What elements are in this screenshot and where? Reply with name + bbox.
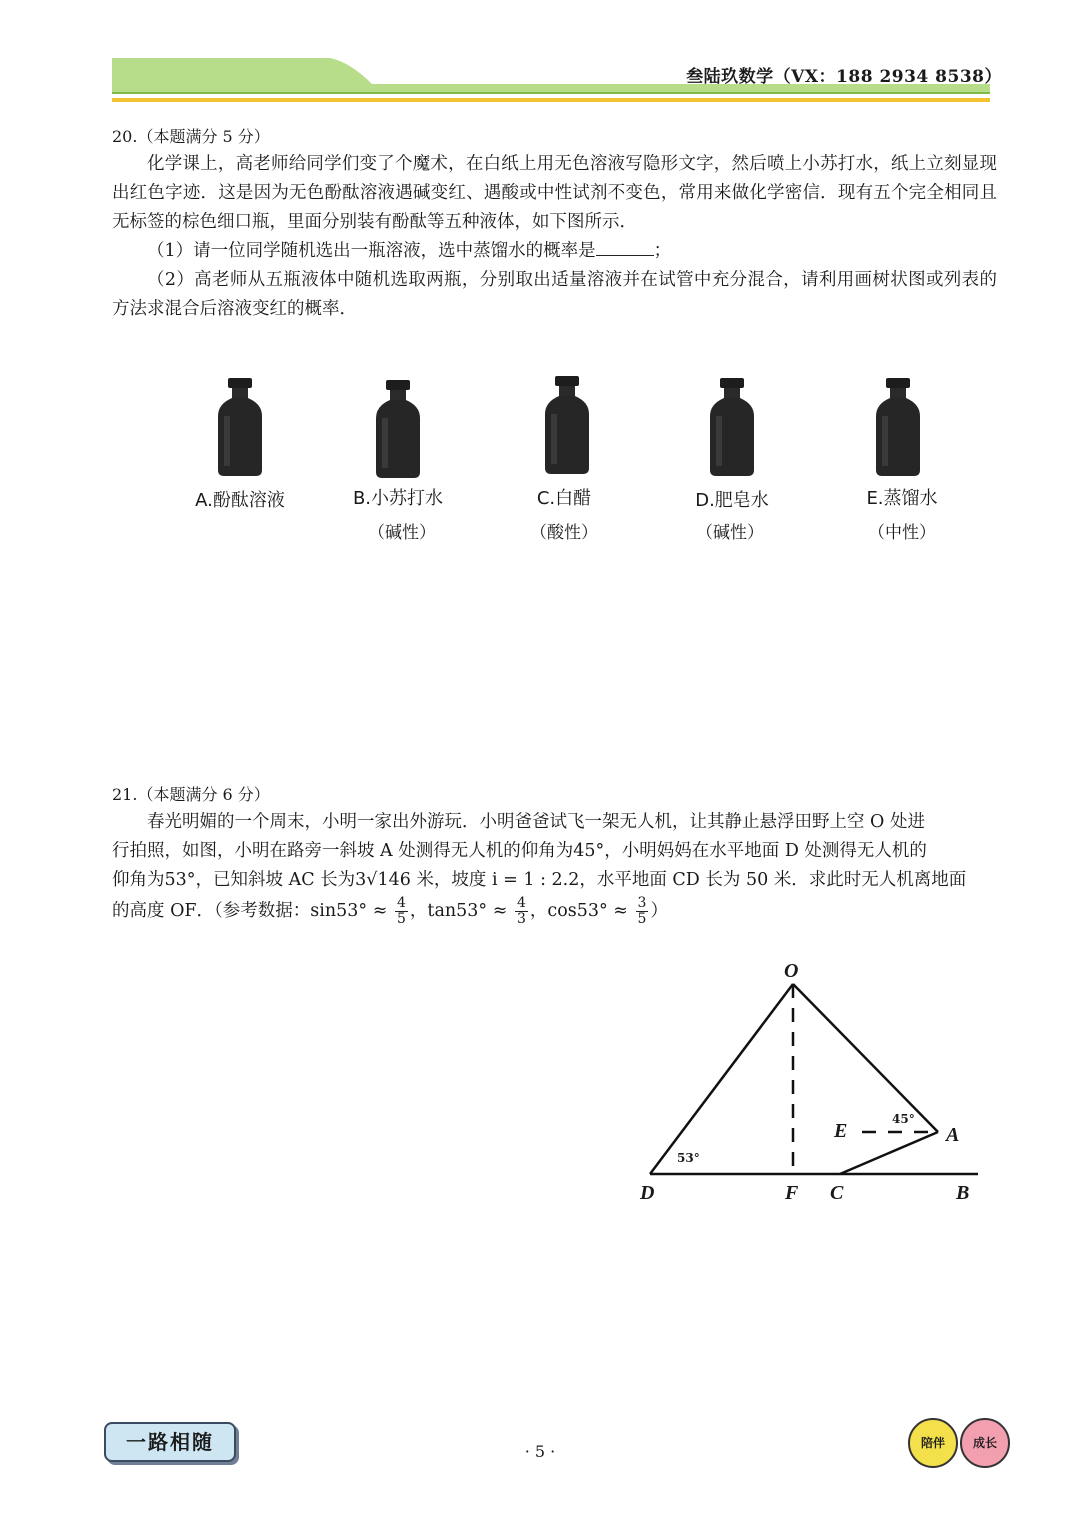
- footer-circle-grow: 成长: [960, 1418, 1010, 1468]
- bottle-b-icon: [376, 380, 420, 478]
- angle-a-label: 45°: [892, 1112, 915, 1126]
- header-banner: [0, 0, 1080, 110]
- q20-part1: [112, 237, 997, 266]
- sin-denominator: 5: [396, 911, 406, 927]
- bottle-e-sub: （中性）: [868, 523, 936, 543]
- cos-numerator: 3: [637, 895, 647, 911]
- point-f-label: F: [785, 1182, 799, 1204]
- point-a-label: A: [946, 1124, 960, 1146]
- tan-fraction: [515, 896, 528, 927]
- point-c-label: C: [830, 1182, 844, 1204]
- q21-line3: 仰角为53°，已知斜坡 AC 长为3√146 米，坡度 i = 1 : 2.2，水平地面 CD 长为 50 米．求此时无人机离地面: [112, 870, 967, 890]
- bottle-c-icon: [545, 376, 589, 474]
- bottle-d-icon: [710, 378, 754, 476]
- tan-numerator: 4: [516, 895, 526, 911]
- bottle-c-sub: （酸性）: [530, 523, 598, 543]
- q21-line1: 春光明媚的一个周末，小明一家出外游玩．小明爸爸试飞一架无人机，让其静止悬浮田野上空 O 处进: [147, 812, 925, 832]
- bottle-d-sub: （碱性）: [696, 523, 764, 543]
- q21-line4-suffix: ）: [650, 901, 668, 921]
- answer-blank[interactable]: [596, 237, 654, 256]
- q20-part2: （2）高老师从五瓶液体中随机选取两瓶，分别取出适量溶液并在试管中充分混合，请利用画树状图或列表的方法求混合后溶液变红的概率．: [112, 270, 997, 319]
- page-number: · 5 ·: [524, 1442, 556, 1461]
- point-d-label: D: [640, 1182, 655, 1204]
- header-green-line: [112, 92, 990, 94]
- angle-d-label: 53°: [677, 1151, 700, 1165]
- sin-numerator: 4: [396, 895, 406, 911]
- point-b-label: B: [956, 1182, 970, 1204]
- bottle-a-label: A.酚酞溶液: [195, 490, 285, 511]
- q20-part1-text: （1）请一位同学随机选出一瓶溶液，选中蒸馏水的概率是: [147, 241, 596, 261]
- point-o-label: O: [784, 960, 799, 982]
- q20-paragraph: 化学课上，高老师给同学们变了个魔术，在白纸上用无色溶液写隐形文字，然后喷上小苏打水，纸上立刻显现出红色字迹．这是因为无色酚酞溶液遇碱变红、遇酸或中性试剂不变色，常用来做化学密信．现有五个完全相同且无标签的棕色细口瓶，里面分别装有酚酞等五种液体，如下图所示．: [112, 154, 997, 232]
- footer-circle-accompany: 陪伴: [908, 1418, 958, 1468]
- q21-line4: [112, 896, 997, 927]
- line-oa: [793, 984, 938, 1132]
- cos-fraction: [636, 896, 649, 927]
- bottle-e-label: E.蒸馏水: [866, 488, 938, 509]
- q21-line2: 行拍照，如图，小明在路旁一斜坡 A 处测得无人机的仰角为45°，小明妈妈在水平地面 D 处测得无人机的: [112, 841, 927, 861]
- tan-label: ，tan53° ≈: [409, 901, 508, 921]
- point-e-label: E: [834, 1120, 848, 1142]
- bottle-b-sub: （碱性）: [368, 523, 436, 543]
- q20-title: 20.（本题满分 5 分）: [112, 127, 270, 146]
- cos-label: ，cos53° ≈: [529, 901, 628, 921]
- q20-part1-suffix: ；: [653, 241, 672, 261]
- bottle-b-label: B.小苏打水: [352, 488, 444, 509]
- bottle-c-label: C.白醋: [536, 488, 592, 509]
- cos-denominator: 5: [637, 911, 647, 927]
- bottles-figure: [0, 370, 1080, 500]
- footer-badge: 一路相随: [104, 1422, 236, 1462]
- geometry-figure: [600, 955, 1000, 1225]
- q21-line4-prefix: 的高度 OF．（参考数据：sin53° ≈: [112, 901, 388, 921]
- q21-title: 21.（本题满分 6 分）: [112, 785, 270, 804]
- line-od: [650, 984, 793, 1174]
- bottle-e-icon: [876, 378, 920, 476]
- sin-fraction: [395, 896, 408, 927]
- line-ac: [840, 1132, 938, 1174]
- tan-denominator: 3: [516, 911, 526, 927]
- header-title: 叁陆玖数学（VX：188 2934 8538）: [686, 67, 1002, 87]
- header-yellow-bar: [112, 98, 990, 102]
- bottle-d-label: D.肥皂水: [695, 490, 769, 511]
- bottle-a-icon: [218, 378, 262, 476]
